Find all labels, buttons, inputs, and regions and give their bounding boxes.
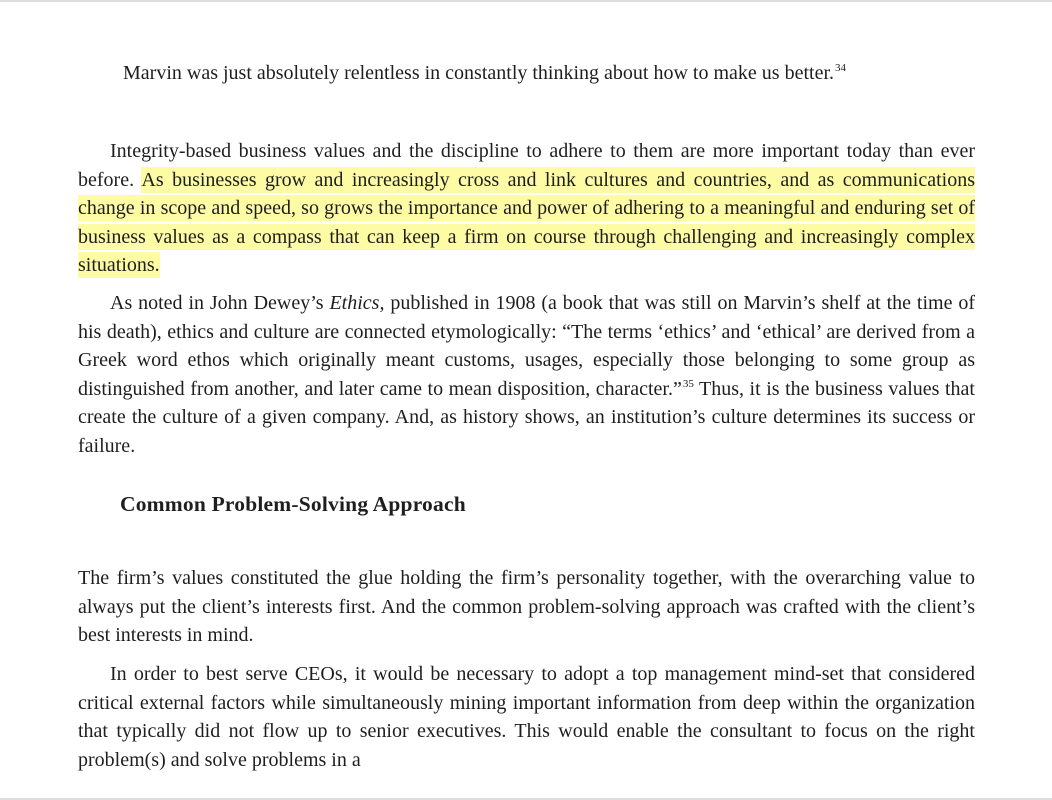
- footnote-marker-34[interactable]: 34: [835, 62, 846, 75]
- paragraph-business-values: [78, 137, 975, 280]
- footnote-marker-35[interactable]: 35: [682, 377, 694, 390]
- paragraph-firm-values: The firm’s values constituted the glue holding the firm’s personality together, with the overarching value to always put the client’s interests first. And the common problem-solving approach was crafted with the client’s best interests in mind.: [78, 567, 975, 646]
- section-heading: Common Problem-Solving Approach: [120, 492, 466, 516]
- quote-text: Marvin was just absolutely relentless in constantly thinking about how to make us better.: [123, 62, 834, 84]
- book-title: Ethics,: [329, 292, 385, 314]
- paragraph-dewey-ethics: [78, 289, 975, 460]
- paragraph-serve-ceos: In order to best serve CEOs, it would be necessary to adopt a top management mind-set that considered critical external factors while simultaneously mining important information from deep within the organization that typically did not flow up to senior executives. This would enable the consultant to focus on the right problem(s) and solve problems in a: [78, 663, 975, 771]
- block-quote: [123, 59, 931, 88]
- paragraph-text: published in 1908 (a book that was still on Marvin’s shelf at the time of his death), ethics and culture are connected etymologically: “The terms ‘ethics’ and ‘ethical’ are derived from a Greek word ethos which originally meant customs, usages, especially those belonging to some group as distinguished from another, and later came to mean disposition, character.”: [78, 292, 975, 400]
- highlighted-text[interactable]: As businesses grow and increasingly cross and link cultures and countries, and as communications change in scope and speed, so grows the importance and power of adhering to a meaningful and enduring set of business values as a compass that can keep a firm on course through challenging and increasingly complex situations.: [78, 168, 975, 276]
- paragraph-text: Integrity-based business values and the discipline to adhere to them are more important today than ever before.: [78, 140, 975, 191]
- paragraph-text: As noted in John Dewey’s: [110, 292, 330, 314]
- paragraph-text: Thus, it is the business values that create the culture of a given company. And, as history shows, an institution’s culture determines its success or failure.: [78, 377, 975, 457]
